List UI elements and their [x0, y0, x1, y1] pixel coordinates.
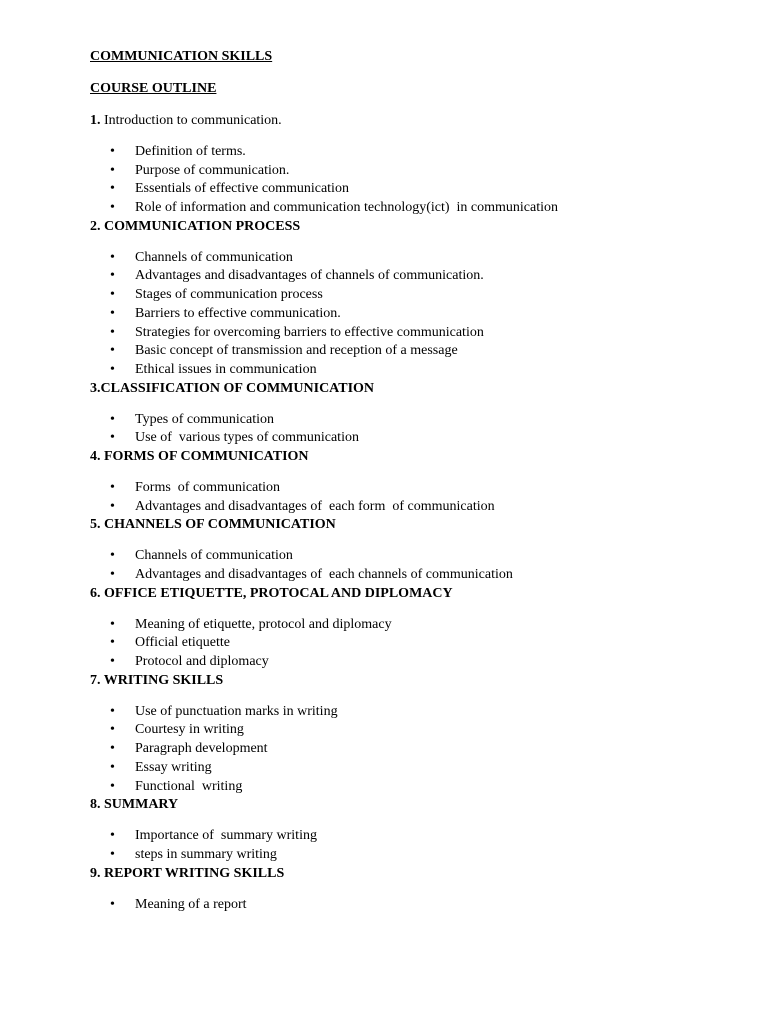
list-item-text: Meaning of etiquette, protocol and diplomacy	[135, 616, 392, 632]
bullet-icon: •	[110, 846, 115, 862]
bullet-icon: •	[110, 144, 115, 159]
section-number: 2.	[90, 218, 101, 234]
list-item	[90, 180, 730, 199]
bullet-icon: •	[110, 324, 115, 340]
bullet-icon: •	[110, 479, 115, 495]
course-outline-heading: COURSE OUTLINE	[90, 81, 217, 96]
spacer	[90, 883, 730, 896]
list-item-text: Barriers to effective communication.	[135, 305, 341, 321]
list-item	[90, 634, 730, 653]
list-item	[90, 286, 730, 305]
list-item-text: Functional writing	[135, 778, 243, 794]
list-item	[90, 498, 730, 517]
list-item	[90, 305, 730, 324]
section-heading-text: Introduction to communication.	[100, 113, 282, 128]
spacer	[90, 814, 730, 827]
outline-section	[90, 380, 730, 448]
bullet-icon: •	[110, 741, 115, 757]
list-item	[90, 361, 730, 380]
bullet-icon: •	[110, 703, 115, 719]
list-item	[90, 324, 730, 343]
list-item-text: Ethical issues in communication	[135, 361, 317, 377]
list-item	[90, 827, 730, 846]
list-item-text: Paragraph development	[135, 741, 268, 757]
list-item	[90, 896, 730, 915]
bullet-icon: •	[110, 498, 115, 514]
bullet-icon: •	[110, 616, 115, 632]
section-heading-text: OFFICE ETIQUETTE, PROTOCAL AND DIPLOMACY	[100, 585, 453, 601]
bullet-icon: •	[110, 162, 115, 178]
bullet-icon: •	[110, 430, 115, 446]
list-item	[90, 143, 730, 162]
list-item	[90, 566, 730, 585]
section-heading	[90, 865, 730, 883]
section-heading	[90, 448, 730, 466]
list-item-text: Types of communication	[135, 411, 274, 427]
bullet-icon: •	[110, 268, 115, 284]
bullet-icon: •	[110, 778, 115, 794]
outline-section	[90, 448, 730, 516]
spacer	[90, 534, 730, 547]
section-heading	[90, 380, 730, 398]
list-item-text: Protocol and diplomacy	[135, 654, 269, 670]
spacer	[90, 603, 730, 616]
list-item	[90, 411, 730, 430]
spacer	[90, 466, 730, 479]
outline-section	[90, 865, 730, 915]
bullet-icon: •	[110, 249, 115, 265]
bullet-icon: •	[110, 635, 115, 651]
bullet-icon: •	[110, 305, 115, 321]
list-item-text: Role of information and communication technology(ict) in communication	[135, 200, 559, 216]
section-heading-text: SUMMARY	[100, 797, 179, 813]
section-number: 6.	[90, 585, 101, 601]
list-item	[90, 429, 730, 448]
section-number: 8.	[90, 797, 101, 813]
spacer	[90, 130, 730, 143]
bullet-icon: •	[110, 722, 115, 738]
bullet-list	[90, 479, 730, 516]
list-item	[90, 653, 730, 672]
bullet-icon: •	[110, 287, 115, 303]
bullet-list	[90, 616, 730, 672]
bullet-list	[90, 547, 730, 584]
list-item-text: Courtesy in writing	[135, 722, 244, 738]
bullet-icon: •	[110, 361, 115, 377]
list-item-text: Importance of summary writing	[135, 828, 317, 844]
spacer	[90, 98, 730, 112]
document-title: COMMUNICATION SKILLS	[90, 49, 273, 64]
list-item	[90, 547, 730, 566]
list-item-text: Purpose of communication.	[135, 162, 290, 178]
list-item	[90, 616, 730, 635]
bullet-icon: •	[110, 548, 115, 564]
outline-section	[90, 218, 730, 380]
list-item-text: Advantages and disadvantages of each form of communication	[135, 498, 495, 514]
section-number: 4.	[90, 448, 101, 464]
list-item-text: Strategies for overcoming barriers to effective communication	[135, 324, 484, 340]
list-item	[90, 846, 730, 865]
list-item-text: Definition of terms.	[135, 144, 246, 159]
list-item	[90, 778, 730, 797]
list-item-text: Official etiquette	[135, 635, 230, 651]
list-item	[90, 740, 730, 759]
spacer	[90, 398, 730, 411]
list-item-text: Essentials of effective communication	[135, 181, 349, 197]
section-number: 1.	[90, 113, 101, 128]
section-heading	[90, 112, 730, 130]
bullet-list	[90, 827, 730, 864]
section-heading-text: COMMUNICATION PROCESS	[100, 218, 301, 234]
section-heading-text: WRITING SKILLS	[100, 672, 224, 688]
section-number: 9.	[90, 865, 101, 881]
section-heading-text: FORMS OF COMMUNICATION	[100, 448, 309, 464]
section-heading	[90, 516, 730, 534]
bullet-icon: •	[110, 181, 115, 197]
outline-section	[90, 796, 730, 864]
list-item-text: steps in summary writing	[135, 846, 277, 862]
list-item-text: Meaning of a report	[135, 896, 247, 912]
section-heading-text: CHANNELS OF COMMUNICATION	[100, 517, 336, 533]
bullet-icon: •	[110, 759, 115, 775]
list-item	[90, 721, 730, 740]
outline-sections	[90, 112, 730, 914]
bullet-icon: •	[110, 896, 115, 912]
bullet-icon: •	[110, 343, 115, 359]
outline-section	[90, 672, 730, 796]
list-item-text: Channels of communication	[135, 548, 293, 564]
list-item-text: Advantages and disadvantages of channels of communication.	[135, 268, 484, 284]
section-heading	[90, 585, 730, 603]
list-item-text: Essay writing	[135, 759, 212, 775]
spacer	[90, 690, 730, 703]
bullet-list	[90, 703, 730, 796]
list-item-text: Stages of communication process	[135, 287, 323, 303]
bullet-icon: •	[110, 411, 115, 427]
section-heading-text: REPORT WRITING SKILLS	[100, 865, 285, 881]
outline-section	[90, 585, 730, 672]
bullet-icon: •	[110, 200, 115, 216]
list-item	[90, 703, 730, 722]
list-item-text: Use of punctuation marks in writing	[135, 703, 338, 719]
list-item	[90, 162, 730, 181]
document-page	[90, 48, 730, 914]
list-item	[90, 199, 730, 218]
bullet-list	[90, 411, 730, 448]
bullet-list	[90, 249, 730, 380]
bullet-icon: •	[110, 654, 115, 670]
bullet-list	[90, 143, 730, 218]
section-heading	[90, 672, 730, 690]
section-number: 3.	[90, 380, 101, 396]
outline-section	[90, 516, 730, 584]
list-item-text: Advantages and disadvantages of each channels of communication	[135, 567, 513, 582]
bullet-list	[90, 896, 730, 915]
section-heading	[90, 796, 730, 814]
list-item	[90, 249, 730, 268]
list-item-text: Channels of communication	[135, 249, 293, 265]
outline-section	[90, 112, 730, 218]
list-item	[90, 759, 730, 778]
spacer	[90, 236, 730, 249]
list-item	[90, 267, 730, 286]
section-heading-text: CLASSIFICATION OF COMMUNICATION	[100, 380, 375, 396]
section-heading	[90, 218, 730, 236]
bullet-icon: •	[110, 567, 115, 582]
bullet-icon: •	[110, 828, 115, 844]
list-item-text: Forms of communication	[135, 479, 281, 495]
list-item-text: Basic concept of transmission and reception of a message	[135, 343, 458, 359]
section-number: 7.	[90, 672, 101, 688]
section-number: 5.	[90, 517, 101, 533]
list-item	[90, 342, 730, 361]
list-item-text: Use of various types of communication	[135, 430, 359, 446]
list-item	[90, 479, 730, 498]
